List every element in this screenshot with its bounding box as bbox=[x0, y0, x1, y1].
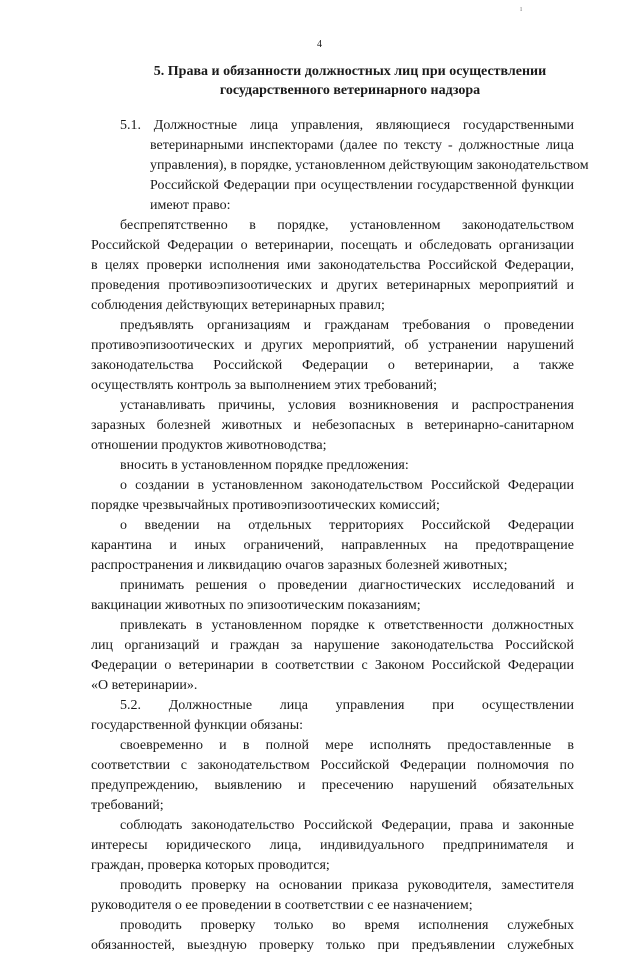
text-line: вакцинации животных по эпизоотическим показаниям; bbox=[91, 598, 421, 613]
text-line: о введении на отдельных территориях Российской Федерации bbox=[120, 518, 574, 533]
corner-mark: ı bbox=[520, 4, 523, 13]
text-line: ветеринарными инспекторами (далее по тексту - должностные лица bbox=[150, 138, 574, 153]
text-line: отношении продуктов животноводства; bbox=[91, 438, 327, 453]
text-line: противоэпизоотических и других мероприятий, об устранении нарушений bbox=[91, 338, 574, 353]
text-line: интересы юридического лица, индивидуального предпринимателя и bbox=[91, 838, 574, 853]
text-line: соблюдения действующих ветеринарных правил; bbox=[91, 298, 385, 313]
text-line: своевременно и в полной мере исполнять предоставленные в bbox=[120, 738, 574, 753]
text-line: принимать решения о проведении диагностических исследований и bbox=[120, 578, 574, 593]
text-line: государственной функции обязаны: bbox=[91, 718, 304, 733]
text-line: проводить проверку только во время исполнения служебных bbox=[120, 918, 574, 933]
text-line: управления), в порядке, установленном действующим законодательством bbox=[150, 158, 589, 173]
text-line: требований; bbox=[91, 798, 164, 813]
page-number: 4 bbox=[317, 39, 322, 50]
text-line: Российской Федерации при осуществлении государственной функции bbox=[150, 178, 574, 193]
text-line: привлекать в установленном порядке к ответственности должностных bbox=[120, 618, 574, 633]
text-line: заразных болезней животных и небезопасных в ветеринарно-санитарном bbox=[91, 418, 574, 433]
text-line: распространения и ликвидацию очагов заразных болезней животных; bbox=[91, 558, 508, 573]
text-line: обязанностей, выездную проверку только при предъявлении служебных bbox=[91, 938, 574, 953]
section-title-line-2: государственного ветеринарного надзора bbox=[219, 83, 481, 98]
text-line: граждан, проверка которых проводится; bbox=[91, 858, 330, 873]
text-line: предъявлять организациям и гражданам требования о проведении bbox=[120, 318, 574, 333]
text-line: законодательства Российской Федерации о ветеринарии, а также bbox=[91, 358, 574, 373]
text-line: проводить проверку на основании приказа руководителя, заместителя bbox=[120, 878, 574, 893]
text-line: соблюдать законодательство Российской Федерации, права и законные bbox=[120, 818, 574, 833]
text-line: осуществлять контроль за выполнением этих требований; bbox=[91, 378, 438, 393]
text-line: Российской Федерации о ветеринарии, посещать и обследовать организации bbox=[91, 238, 574, 253]
text-line: в целях проверки исполнения ими законодательства Российской Федерации, bbox=[91, 258, 574, 273]
text-line: 5.2. Должностные лица управления при осуществлении bbox=[120, 698, 574, 713]
text-line: предупреждению, выявлению и пресечению нарушений обязательных bbox=[91, 778, 574, 793]
text-line: карантина и иных ограничений, направленных на предотвращение bbox=[91, 538, 574, 553]
text-line: Федерации о ветеринарии в соответствии с Законом Российской Федерации bbox=[91, 658, 574, 673]
text-line: устанавливать причины, условия возникновения и распространения bbox=[120, 398, 574, 413]
text-line: беспрепятственно в порядке, установленном законодательством bbox=[120, 218, 574, 233]
text-line: о создании в установленном законодательством Российской Федерации bbox=[120, 478, 574, 493]
text-line: соответствии с законодательством Российской Федерации полномочия по bbox=[91, 758, 574, 773]
text-line: проведения противоэпизоотических и других ветеринарных мероприятий и bbox=[91, 278, 574, 293]
section-title-line-1: 5. Права и обязанности должностных лиц при осуществлении bbox=[153, 64, 547, 79]
text-line: руководителя о ее проведении в соответствии с ее назначением; bbox=[91, 898, 473, 913]
text-line: порядке чрезвычайных противоэпизоотических комиссий; bbox=[91, 498, 440, 513]
section-title bbox=[140, 62, 560, 100]
text-line: «О ветеринарии». bbox=[91, 678, 198, 693]
text-line: 5.1. Должностные лица управления, являющиеся государственными bbox=[120, 118, 574, 133]
text-line: вносить в установленном порядке предложения: bbox=[120, 458, 409, 473]
text-line: лиц организаций и граждан за нарушение законодательства Российской bbox=[91, 638, 574, 653]
text-line: имеют право: bbox=[150, 198, 231, 213]
